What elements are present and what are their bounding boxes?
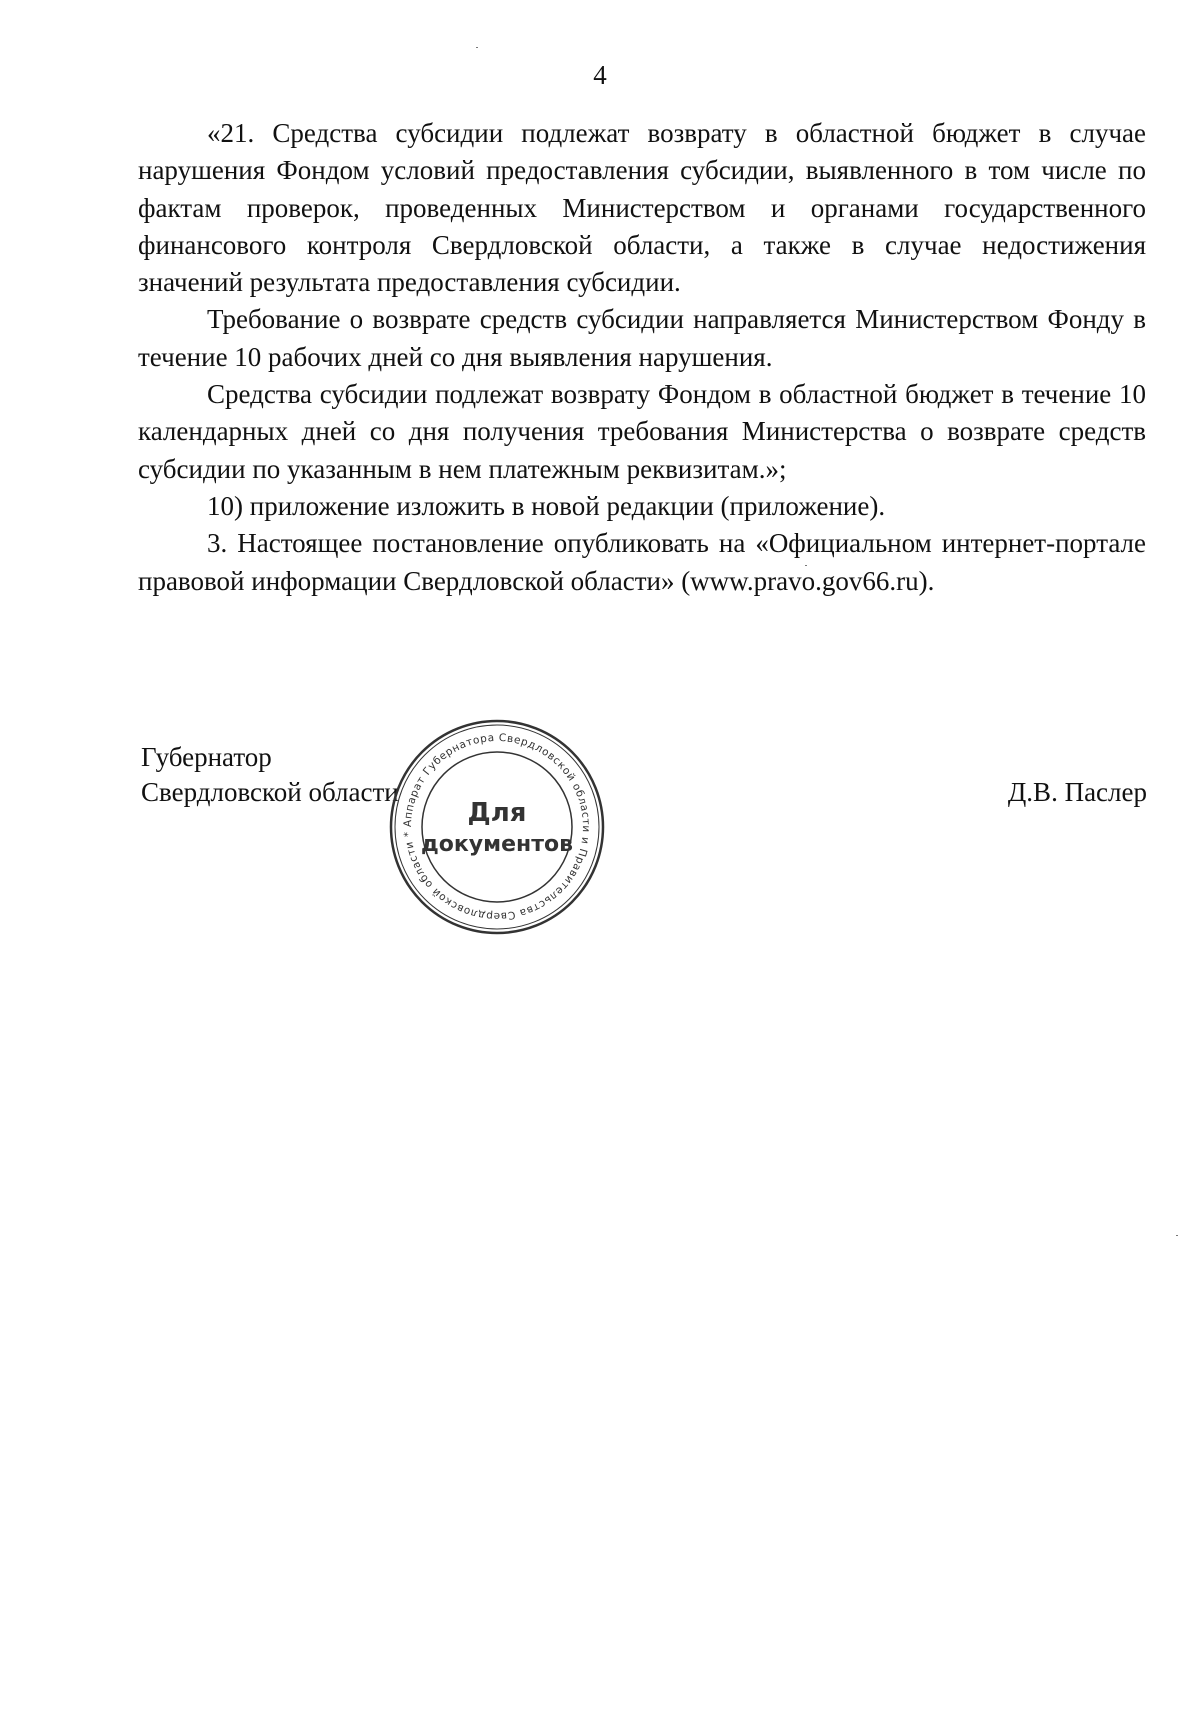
scan-speck	[1176, 1235, 1178, 1236]
paragraph-appendix: 10) приложение изложить в новой редакции (приложение).	[207, 490, 886, 521]
scan-speck	[476, 47, 478, 48]
paragraph-publication: 3. Настоящее постановление опубликовать на «Официальном интернет-портале правовой информации Свердловской области» (www.pravo.gov66.ru).	[138, 528, 1146, 596]
paragraph-return-deadline: Средства субсидии подлежат возврату Фондом в областной бюджет в течение 10 календарных дней со дня получения требования Министерства о возврате средств субсидии по указанным в нем платежным реквизитам.»;	[138, 379, 1146, 484]
official-seal	[387, 717, 607, 937]
seal-center-line2: документов	[420, 832, 574, 857]
page-number: 4	[593, 60, 607, 90]
scan-speck	[805, 565, 807, 566]
signatory-title-line1: Губернатор	[141, 742, 272, 772]
paragraph-21: «21. Средства субсидии подлежат возврату в областной бюджет в случае нарушения Фондом условий предоставления субсидии, выявленного в том числе по фактам проверок, проведенных Министерством и органами государственного финансового контроля Свердловской области, а также в случае недостижения значений результата предоставления субсидии.	[138, 118, 1146, 298]
document-body	[138, 115, 1146, 600]
signatory-name: Д.В. Паслер	[1007, 777, 1147, 807]
seal-center-line1: Для	[467, 798, 527, 828]
signatory-title-line2: Свердловской области	[141, 777, 399, 807]
paragraph-return-requirement: Требование о возврате средств субсидии направляется Министерством Фонду в течение 10 рабочих дней со дня выявления нарушения.	[138, 304, 1146, 372]
signatory-title	[141, 740, 399, 810]
seal-ring-text: Аппарат Губернатора Свердловской области и Правительства Свердловской области *	[401, 731, 593, 923]
